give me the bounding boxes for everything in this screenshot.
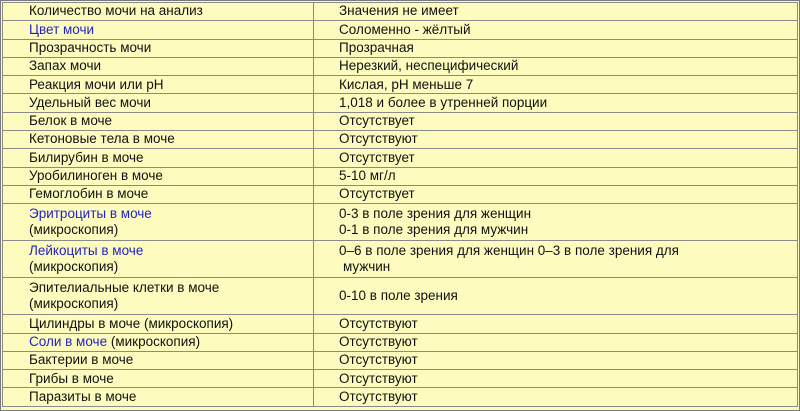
parameter-link[interactable]: Лейкоциты в моче <box>29 242 144 258</box>
parameter-link[interactable]: Эритроциты в моче <box>29 205 152 221</box>
parameter-value: Отсутствуют <box>314 333 798 351</box>
parameter-note: (микроскопия) <box>29 222 119 238</box>
parameter-name <box>3 241 314 278</box>
table-row <box>3 333 798 351</box>
parameter-name: Бактерии в моче <box>3 351 314 369</box>
parameter-name: Количество мочи на анализ <box>3 3 314 21</box>
parameter-name: Билирубин в моче <box>3 149 314 167</box>
parameter-name: Запах мочи <box>3 57 314 75</box>
parameter-value <box>314 241 798 278</box>
table-row <box>3 388 798 406</box>
parameter-note: (микроскопия) <box>110 333 201 349</box>
table-row <box>3 185 798 203</box>
parameter-value: Отсутствуют <box>314 315 798 333</box>
parameter-link[interactable]: Соли в моче <box>29 333 108 349</box>
table-row <box>3 315 798 333</box>
parameter-name <box>3 278 314 315</box>
parameter-value: Прозрачная <box>314 39 798 57</box>
table-row <box>3 131 798 149</box>
parameter-value: Отсутствуют <box>314 370 798 388</box>
parameter-note: (микроскопия) <box>29 259 119 275</box>
parameter-name: Грибы в моче <box>3 370 314 388</box>
parameter-value: Отсутствует <box>314 149 798 167</box>
parameter-name <box>3 333 314 351</box>
parameter-value: Отсутствует <box>314 185 798 203</box>
parameter-value: Отсутствуют <box>314 131 798 149</box>
table-row <box>3 57 798 75</box>
table-row <box>3 94 798 112</box>
parameter-name: Реакция мочи или pH <box>3 76 314 94</box>
table-row <box>3 351 798 369</box>
parameter-name <box>3 21 314 39</box>
table-row <box>3 204 798 241</box>
parameter-value: 5-10 мг/л <box>314 167 798 185</box>
table-row <box>3 39 798 57</box>
parameter-value: Отсутствует <box>314 112 798 130</box>
parameter-label: Эпителиальные клетки в моче <box>29 279 220 295</box>
parameter-value: Значения не имеет <box>314 3 798 21</box>
parameter-value: 1,018 и более в утренней порции <box>314 94 798 112</box>
table-row <box>3 370 798 388</box>
table-row <box>3 3 798 21</box>
table-row <box>3 21 798 39</box>
parameter-name: Паразиты в моче <box>3 388 314 406</box>
parameter-name: Прозрачность мочи <box>3 39 314 57</box>
parameter-name: Кетоновые тела в моче <box>3 131 314 149</box>
table-row <box>3 167 798 185</box>
table-row <box>3 241 798 278</box>
table-row <box>3 149 798 167</box>
parameter-value: Соломенно - жёлтый <box>314 21 798 39</box>
parameter-name: Белок в моче <box>3 112 314 130</box>
parameter-value <box>314 204 798 241</box>
table-row <box>3 278 798 315</box>
parameter-value: 0-10 в поле зрения <box>314 278 798 315</box>
parameter-name: Удельный вес мочи <box>3 94 314 112</box>
parameter-value: Кислая, pH меньше 7 <box>314 76 798 94</box>
value-line: 0-1 в поле зрения для мужчин <box>339 222 529 238</box>
parameter-link[interactable]: Цвет мочи <box>29 21 95 37</box>
parameter-value: Отсутствуют <box>314 351 798 369</box>
parameter-value: Нерезкий, неспецифический <box>314 57 798 75</box>
urine-analysis-table <box>2 2 798 407</box>
parameter-note: (микроскопия) <box>29 296 119 312</box>
table-row <box>3 76 798 94</box>
value-line: 0–6 в поле зрения для женщин 0–3 в поле зрения для <box>339 242 679 258</box>
parameter-name <box>3 204 314 241</box>
parameter-name: Уробилиноген в моче <box>3 167 314 185</box>
parameter-name: Гемоглобин в моче <box>3 185 314 203</box>
parameter-value: Отсутствуют <box>314 388 798 406</box>
value-line: мужчин <box>343 259 391 275</box>
parameter-name: Цилиндры в моче (микроскопия) <box>3 315 314 333</box>
table-row <box>3 112 798 130</box>
value-line: 0-3 в поле зрения для женщин <box>339 205 532 221</box>
